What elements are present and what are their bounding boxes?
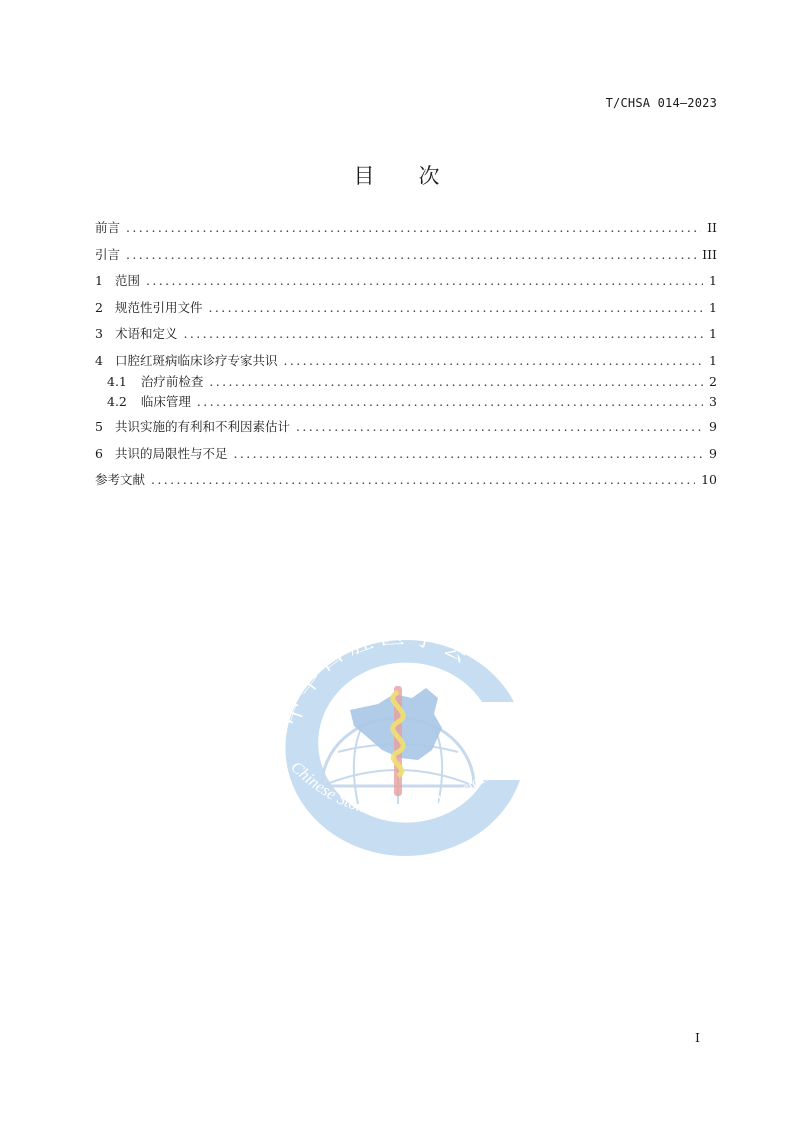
toc-page: 9 <box>709 445 717 461</box>
toc-entry-3[interactable] <box>95 324 717 351</box>
toc-label: 术语和定义 <box>114 326 178 341</box>
document-code: T/CHSA 014—2023 <box>605 96 717 110</box>
toc-label: 前言 <box>95 220 121 235</box>
toc-leader-dots <box>283 351 703 371</box>
toc-entry-4-2[interactable] <box>95 392 717 417</box>
toc-number: 4 <box>95 352 103 368</box>
toc-label: 口腔红斑病临床诊疗专家共识 <box>114 352 278 368</box>
table-of-contents <box>95 218 717 497</box>
title-char-1: 目 <box>353 164 375 188</box>
toc-page: 3 <box>709 394 717 409</box>
toc-leader-dots <box>151 470 695 490</box>
page-title <box>0 160 793 190</box>
toc-label: 临床管理 <box>140 394 191 409</box>
logo-text-cn: 中华口腔医学会 <box>274 628 481 730</box>
toc-page: 10 <box>701 472 717 487</box>
toc-leader-dots <box>183 324 703 344</box>
toc-entry-2[interactable] <box>95 298 717 325</box>
toc-label: 范围 <box>114 273 140 288</box>
toc-label: 规范性引用文件 <box>114 299 203 315</box>
toc-number: 4.2 <box>107 394 127 409</box>
association-logo-watermark <box>262 628 534 858</box>
toc-page: 1 <box>709 299 717 315</box>
logo-icon <box>262 628 534 858</box>
toc-label: 治疗前检查 <box>140 373 204 389</box>
toc-page: 1 <box>709 273 717 288</box>
toc-page: II <box>707 220 717 235</box>
toc-entry-4-1[interactable] <box>95 372 717 393</box>
toc-page: 1 <box>709 352 717 368</box>
toc-entry-foreword[interactable] <box>95 218 717 245</box>
toc-leader-dots <box>296 417 703 437</box>
toc-leader-dots <box>233 444 703 464</box>
logo-text-en: Chinese Stomatological Association <box>287 756 505 821</box>
toc-entry-6[interactable] <box>95 444 717 471</box>
toc-number: 6 <box>95 445 103 461</box>
toc-entry-5[interactable] <box>95 417 717 444</box>
toc-number: 1 <box>95 273 103 288</box>
toc-label: 引言 <box>95 246 121 262</box>
toc-entry-1[interactable] <box>95 271 717 298</box>
toc-entry-4[interactable] <box>95 351 717 372</box>
toc-page: 2 <box>709 373 717 389</box>
toc-page: 9 <box>709 419 717 434</box>
toc-leader-dots <box>208 298 703 318</box>
toc-number: 3 <box>95 326 103 341</box>
toc-page: III <box>702 246 717 262</box>
toc-leader-dots <box>126 218 701 238</box>
toc-leader-dots <box>209 372 703 392</box>
toc-number: 5 <box>95 419 103 434</box>
toc-number: 2 <box>95 299 103 315</box>
toc-label: 共识的局限性与不足 <box>114 445 228 461</box>
title-char-2: 次 <box>418 164 440 188</box>
toc-label: 共识实施的有利和不利因素估计 <box>114 419 290 434</box>
toc-leader-dots <box>126 245 696 265</box>
toc-entry-introduction[interactable] <box>95 245 717 272</box>
toc-number: 4.1 <box>107 373 127 389</box>
toc-leader-dots <box>197 392 703 412</box>
toc-leader-dots <box>146 271 703 291</box>
toc-label: 参考文献 <box>95 472 146 487</box>
page-number: I <box>695 1030 700 1045</box>
toc-page: 1 <box>709 326 717 341</box>
toc-entry-references[interactable] <box>95 470 717 497</box>
